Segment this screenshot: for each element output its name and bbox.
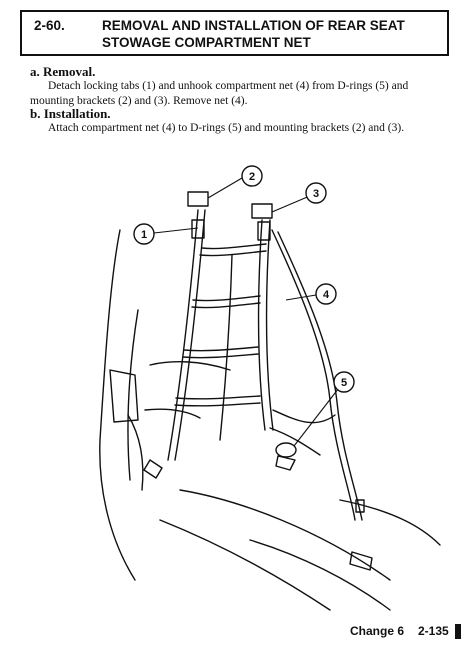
seat-outline (100, 230, 135, 580)
callout-3-label: 3 (312, 188, 320, 200)
net-center-strap (220, 255, 232, 440)
net-band-4 (176, 396, 260, 399)
net-band-1 (202, 244, 266, 249)
installation-text: Attach compartment net (4) to D-rings (5) and mounting brackets (2) and (3). (48, 122, 405, 134)
net-band-2 (193, 296, 260, 301)
net-illustration (90, 160, 450, 620)
removal-heading: a. Removal. (30, 64, 96, 79)
seat-panel (150, 362, 230, 370)
d-ring-5 (276, 443, 296, 457)
footer-change: Change 6 (350, 624, 405, 638)
callout-5-label: 5 (340, 377, 348, 389)
bracket-2 (188, 192, 208, 206)
net-band-3 (184, 347, 258, 351)
d-ring-strap (273, 410, 335, 423)
callout-2-label: 2 (248, 171, 256, 183)
net-left-strap (168, 210, 198, 460)
footer-bar (455, 624, 461, 639)
section-title: REMOVAL AND INSTALLATION OF REAR SEAT STOWAGE COMPARTMENT NET (102, 18, 405, 50)
section-title-box (20, 10, 449, 56)
section-number: 2-60. (34, 18, 65, 33)
footer-page-number: 2-135 (418, 624, 449, 638)
floor-anchor-left (144, 460, 162, 478)
removal-text: Detach locking tabs (1) and unhook compartment net (4) from D-rings (5) and mounting brackets (2) and (3). Remove net (4). (30, 80, 409, 107)
bracket-3 (252, 204, 272, 218)
callout-4-label: 4 (322, 289, 330, 301)
callout-1-label: 1 (140, 229, 148, 241)
installation-heading: b. Installation. (30, 106, 111, 121)
